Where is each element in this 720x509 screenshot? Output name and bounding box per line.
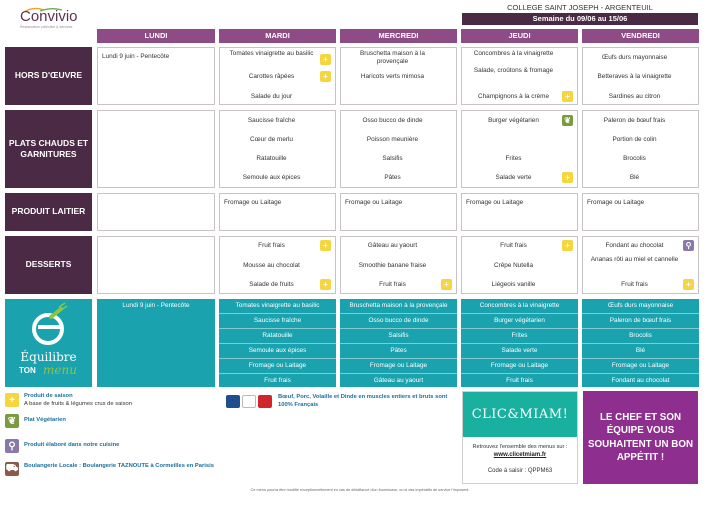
equilibre-item: Ratatouille bbox=[262, 332, 293, 339]
week-range: Semaine du 09/06 au 15/06 bbox=[462, 13, 698, 25]
legend-house bbox=[24, 442, 119, 450]
mains-tuesday bbox=[219, 110, 336, 188]
category-mains: PLATS CHAUDS ET GARNITURES bbox=[5, 110, 92, 188]
legend-season-title: Produit de saison bbox=[24, 393, 73, 399]
day-header-tuesday: MARDI bbox=[219, 29, 336, 43]
menu-item: Tomates vinaigrette au basilic bbox=[229, 50, 314, 57]
clic-miam-text: Retrouvez l'ensemble des menus sur : bbox=[472, 444, 568, 450]
category-desserts: DESSERTS bbox=[5, 236, 92, 294]
legend-bakery bbox=[24, 463, 224, 471]
menu-item: Paleron de bœuf frais bbox=[603, 117, 666, 124]
seasonal-product-icon: + bbox=[562, 172, 573, 183]
desserts-thursday bbox=[461, 236, 578, 294]
equilibre-item: Pâtes bbox=[390, 347, 407, 354]
equilibre-thursday bbox=[461, 299, 578, 387]
menu-item: Saucisse fraîche bbox=[247, 117, 296, 124]
seasonal-product-icon: + bbox=[320, 240, 331, 251]
menu-item: Haricots verts mimosa bbox=[360, 73, 425, 80]
menu-item: Salade, croûtons & fromage bbox=[473, 67, 554, 74]
seasonal-product-icon: + bbox=[320, 54, 331, 65]
equilibre-item: Osso bucco de dinde bbox=[368, 317, 429, 324]
equilibre-item: Fromage ou Laitage bbox=[369, 362, 428, 369]
whisk-homemade-icon: ⚲ bbox=[5, 439, 19, 453]
equilibre-ton: TON bbox=[19, 366, 36, 375]
clic-miam-logo: CLIC&MIAM! bbox=[463, 392, 577, 437]
dairy-wednesday bbox=[340, 193, 457, 231]
category-starter: HORS D'ŒUVRE bbox=[5, 47, 92, 105]
legend-meat: Bœuf, Porc, Volaille et Dinde en muscles entiers et bruts sont 100% Français bbox=[278, 394, 448, 408]
starter-friday bbox=[582, 47, 699, 105]
menu-item: Burger végétarien bbox=[488, 117, 539, 124]
desserts-tuesday bbox=[219, 236, 336, 294]
bon-appetit-panel bbox=[583, 391, 698, 484]
dairy-monday bbox=[97, 193, 215, 231]
menu-item: Champignons à la crème bbox=[477, 93, 550, 100]
meat-origin-icons bbox=[226, 395, 278, 409]
menu-item: Mousse au chocolat bbox=[243, 262, 300, 269]
menu-item: Fromage ou Laitage bbox=[587, 199, 645, 206]
menu-item: Fruit frais bbox=[379, 281, 406, 288]
equilibre-item: Œufs durs mayonnaise bbox=[607, 302, 674, 309]
menu-item: Blé bbox=[629, 174, 640, 181]
day-header-thursday: JEUDI bbox=[461, 29, 578, 43]
day-header-friday: VENDREDI bbox=[582, 29, 699, 43]
bakery-truck-icon: ⛟ bbox=[5, 462, 19, 476]
equilibre-logo bbox=[5, 299, 92, 387]
mains-monday bbox=[97, 110, 215, 188]
legend-house-label: Produit élaboré dans notre cuisine bbox=[24, 442, 120, 448]
menu-item: Osso bucco de dinde bbox=[362, 117, 423, 124]
menu-item: Crêpe Nutella bbox=[493, 262, 534, 269]
menu-item: Smoothie banane fraise bbox=[358, 262, 427, 269]
equilibre-item: Lundi 9 juin - Pentecôte bbox=[122, 302, 190, 309]
equilibre-item: Bruschetta maison à la provençale bbox=[349, 302, 448, 309]
equilibre-item: Concombres à la vinaigrette bbox=[479, 302, 560, 309]
menu-item: Fromage ou Laitage bbox=[224, 199, 282, 206]
seasonal-product-icon: + bbox=[320, 279, 331, 290]
pork-icon bbox=[242, 395, 256, 408]
mains-wednesday bbox=[340, 110, 457, 188]
equilibre-item: Fruit frais bbox=[264, 377, 291, 384]
menu-item: Salade de fruits bbox=[249, 281, 294, 288]
menu-item: Fondant au chocolat bbox=[605, 242, 664, 249]
footnote: Ce menu pourra être modifié exceptionnellement en cas de défaillance d'un fournisseur, ou si des impératifs de service l'imposent. bbox=[250, 488, 470, 492]
seasonal-product-icon: + bbox=[562, 240, 573, 251]
equilibre-item: Salsifis bbox=[388, 332, 409, 339]
menu-item: Frites bbox=[505, 155, 522, 162]
menu-item: Fromage ou Laitage bbox=[466, 199, 524, 206]
menu-item: Pâtes bbox=[384, 174, 401, 181]
legend-veg bbox=[24, 417, 66, 425]
seasonal-product-icon: + bbox=[5, 393, 19, 407]
menu-item: Brocolis bbox=[623, 155, 646, 162]
menu-item: Ratatouille bbox=[256, 155, 287, 162]
category-dairy: PRODUIT LAITIER bbox=[5, 193, 92, 231]
day-header-wednesday: MERCREDI bbox=[340, 29, 457, 43]
equilibre-friday bbox=[582, 299, 699, 387]
starter-wednesday bbox=[340, 47, 457, 105]
poultry-icon bbox=[258, 395, 272, 408]
starter-thursday bbox=[461, 47, 578, 105]
equilibre-item: Blé bbox=[635, 347, 646, 354]
convivio-logo bbox=[6, 4, 86, 34]
equilibre-item: Fromage ou Laitage bbox=[490, 362, 549, 369]
menu-item: Concombres à la vinaigrette bbox=[473, 50, 554, 57]
menu-item: Salade du jour bbox=[250, 93, 293, 100]
clic-miam-url[interactable]: www.clicetmiam.fr bbox=[493, 452, 547, 458]
school-name: COLLEGE SAINT JOSEPH - ARGENTEUIL bbox=[507, 3, 653, 12]
equilibre-monday bbox=[97, 299, 215, 387]
equilibre-item: Saucisse fraîche bbox=[253, 317, 302, 324]
equilibre-item: Fromage ou Laitage bbox=[248, 362, 307, 369]
mains-thursday bbox=[461, 110, 578, 188]
menu-item: Liégeois vanille bbox=[491, 281, 536, 288]
menu-item: Carottes râpées bbox=[248, 73, 295, 80]
vegetarian-leaf-icon: ❦ bbox=[562, 115, 573, 126]
equilibre-item: Brocolis bbox=[629, 332, 652, 339]
equilibre-item: Fruit frais bbox=[506, 377, 533, 384]
dairy-thursday bbox=[461, 193, 578, 231]
dairy-friday bbox=[582, 193, 699, 231]
desserts-wednesday bbox=[340, 236, 457, 294]
beef-icon bbox=[226, 395, 240, 408]
starter-tuesday bbox=[219, 47, 336, 105]
equilibre-title: Équilibre bbox=[20, 350, 77, 364]
menu-item: Fruit frais bbox=[500, 242, 527, 249]
menu-item: Sardines au citron bbox=[608, 93, 661, 100]
menu-item: Ananas rôti au miel et cannelle bbox=[590, 256, 679, 263]
desserts-monday bbox=[97, 236, 215, 294]
brand-tagline: Restauration collective & services bbox=[20, 25, 73, 29]
bon-appetit-text: LE CHEF ET SON ÉQUIPE VOUS SOUHAITENT UN BON APPÉTIT ! bbox=[587, 412, 694, 463]
menu-item: Betteraves à la vinaigrette bbox=[597, 73, 672, 80]
menu-item: Gâteau au yaourt bbox=[367, 242, 418, 249]
legend-season bbox=[24, 393, 132, 409]
menu-item: Salsifis bbox=[382, 155, 403, 162]
mains-friday bbox=[582, 110, 699, 188]
legend-veg-label: Plat Végétarien bbox=[24, 417, 66, 423]
equilibre-wednesday bbox=[340, 299, 457, 387]
menu-item: Semoule aux épices bbox=[242, 174, 301, 181]
legend-bakery-label: Boulangerie Locale : Boulangerie TAZNOUTE à Cormeilles en Parisis bbox=[24, 463, 214, 469]
menu-item: Bruschetta maison à la provençale bbox=[359, 50, 425, 65]
equilibre-item: Gâteau au yaourt bbox=[373, 377, 424, 384]
menu-item: Lundi 9 juin - Pentecôte bbox=[102, 53, 170, 60]
equilibre-menu: menu bbox=[43, 363, 77, 377]
menu-item: Salade verte bbox=[495, 174, 532, 181]
seasonal-product-icon: + bbox=[320, 71, 331, 82]
clic-miam-panel bbox=[462, 391, 578, 484]
legend-season-desc: A base de fruits & légumes crus de saison bbox=[24, 400, 132, 407]
equilibre-item: Burger végétarien bbox=[494, 317, 545, 324]
seasonal-product-icon: + bbox=[683, 279, 694, 290]
equilibre-item: Frites bbox=[511, 332, 528, 339]
desserts-friday bbox=[582, 236, 699, 294]
dairy-tuesday bbox=[219, 193, 336, 231]
seasonal-product-icon: + bbox=[441, 279, 452, 290]
starter-monday bbox=[97, 47, 215, 105]
menu-item: Poisson meunière bbox=[366, 136, 419, 143]
seasonal-product-icon: + bbox=[562, 91, 573, 102]
brand-name: Convivio bbox=[20, 8, 78, 25]
menu-item: Fromage ou Laitage bbox=[345, 199, 403, 206]
day-header-monday: LUNDI bbox=[97, 29, 215, 43]
clic-miam-code: Code à saisir : QPPM63 bbox=[487, 468, 553, 474]
equilibre-item: Fromage ou Laitage bbox=[611, 362, 670, 369]
equilibre-tuesday bbox=[219, 299, 336, 387]
equilibre-item: Paleron de bœuf frais bbox=[609, 317, 672, 324]
vegetarian-leaf-icon: ❦ bbox=[5, 414, 19, 428]
equilibre-item: Tomates vinaigrette au basilic bbox=[235, 302, 320, 309]
menu-item: Œufs durs mayonnaise bbox=[601, 54, 668, 61]
menu-item: Fruit frais bbox=[258, 242, 285, 249]
equilibre-item: Fondant au chocolat bbox=[611, 377, 670, 384]
menu-item: Portion de colin bbox=[612, 136, 657, 143]
equilibre-item: Salade verte bbox=[501, 347, 538, 354]
menu-item: Cœur de merlu bbox=[250, 136, 293, 143]
equilibre-item: Semoule aux épices bbox=[248, 347, 307, 354]
menu-item: Fruit frais bbox=[621, 281, 648, 288]
whisk-homemade-icon: ⚲ bbox=[683, 240, 694, 251]
